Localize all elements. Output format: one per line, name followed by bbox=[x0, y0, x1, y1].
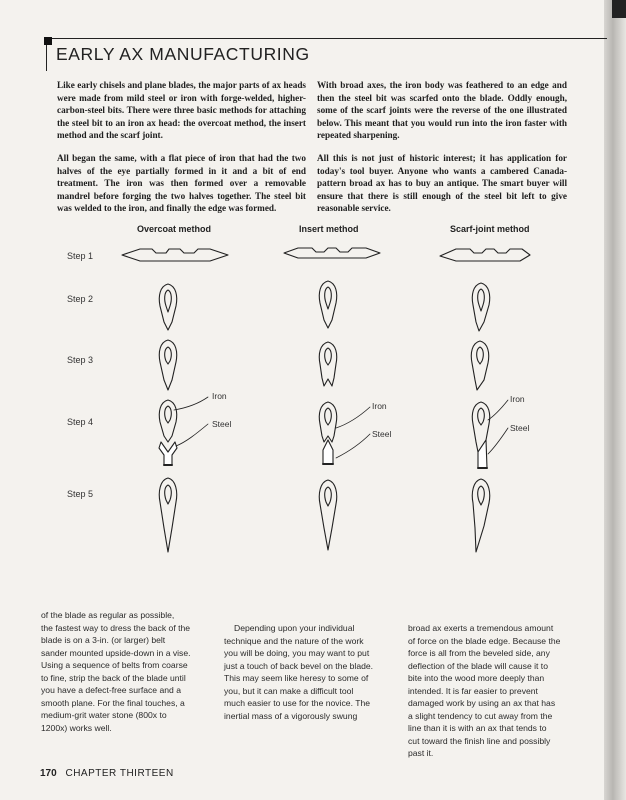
body-line: much easier to use for the novice. The bbox=[224, 698, 371, 708]
body-line: you have a defect-free surface and a bbox=[41, 685, 181, 695]
step-label-3: Step 3 bbox=[67, 355, 94, 365]
step-label-2: Step 2 bbox=[67, 294, 94, 304]
step-label-4: Step 4 bbox=[67, 417, 94, 427]
callout-steel-insert: Steel bbox=[372, 429, 392, 439]
page-title: EARLY AX MANUFACTURING bbox=[56, 44, 310, 64]
callout-steel-overcoat: Steel bbox=[212, 419, 232, 429]
step2-scarf bbox=[472, 283, 489, 331]
step1-overcoat-blank bbox=[122, 249, 228, 261]
column-heading-insert: Insert method bbox=[299, 224, 359, 234]
body-line: broad ax exerts a tremendous amount bbox=[408, 623, 554, 633]
step1-scarf-blank bbox=[440, 249, 530, 261]
body-line: the fastest way to dress the back of the bbox=[41, 622, 191, 633]
step2-insert bbox=[319, 281, 336, 328]
column-heading-scarf: Scarf-joint method bbox=[450, 224, 530, 234]
body-column-1 bbox=[41, 609, 191, 734]
body-line: damaged work by using an ax that has bbox=[408, 698, 556, 708]
body-line: you will be doing, you may want to put bbox=[224, 648, 370, 658]
body-line: medium-grit water stone (800x to bbox=[41, 710, 167, 720]
callout-iron-overcoat: Iron bbox=[212, 391, 227, 401]
body-column-3 bbox=[408, 622, 560, 760]
body-line: technique and the nature of the work bbox=[224, 635, 364, 646]
body-line: Using a sequence of belts from coarse bbox=[41, 660, 188, 670]
step-label-1: Step 1 bbox=[67, 251, 94, 261]
step3-insert bbox=[319, 342, 336, 386]
intro-left-paragraph-1: Like early chisels and plane blades, the major parts of ax heads were made from mild steel or iron with forge-welded, higher-carbon-steel bits. There were three basic methods for attaching the steel bit to an iron ax head: the overcoat method, the insert method and the scarf joint. bbox=[57, 80, 306, 141]
body-line: force is all from the beveled side, any bbox=[408, 648, 550, 658]
step3-overcoat bbox=[159, 340, 176, 390]
page-footer bbox=[40, 768, 174, 779]
step1-insert-blank bbox=[284, 248, 380, 258]
step3-scarf bbox=[471, 341, 488, 390]
body-column-2 bbox=[224, 622, 373, 722]
intro-left-paragraph-2: All began the same, with a flat piece of iron that had the two halves of the eye partially formed in it and a bit of end treatment. The iron was then formed over a removable mandrel before forging the two halves together. The steel bit was welded to the iron, and finally the edge was formed. bbox=[57, 152, 306, 214]
body-line: bite into the wood more deeply than bbox=[408, 673, 545, 683]
intro-right-paragraph-2: All this is not just of historic interest; it has application for today's tool buyer. Anyone who wants a cambered Canada-pattern broad ax has to buy an antique. The smart buyer will ensure that there is still enough of the steel bit left to give reasonable service. bbox=[317, 152, 567, 214]
intro-right-paragraph-1: With broad axes, the iron body was feathered to an edge and then the steel bit was scarfed onto the blade. Oddly enough, some of the scarf joints were the reverse of the one illustrated below. This meant that you would run into the iron faster with repeated sharpening. bbox=[317, 80, 567, 141]
callout-steel-scarf: Steel bbox=[510, 423, 530, 433]
body-line: a slight tendency to cut away from the bbox=[408, 710, 553, 721]
gutter-shadow bbox=[612, 0, 626, 18]
step5-insert bbox=[319, 480, 336, 550]
body-line: to fine, strip the back of the blade until bbox=[41, 672, 186, 683]
step4-insert bbox=[319, 402, 336, 464]
step-label-5: Step 5 bbox=[67, 489, 94, 499]
callout-leaders bbox=[174, 397, 508, 458]
body-line: deflection of the blade will cause it to bbox=[408, 660, 548, 671]
chapter-label: CHAPTER THIRTEEN bbox=[65, 768, 174, 779]
body-line: you, but it can make a difficult tool bbox=[224, 685, 354, 696]
body-line: blade is on a 3-in. (or larger) belt bbox=[41, 635, 166, 645]
body-line: sander mounted upside-down in a vise. bbox=[41, 647, 191, 658]
body-line: inertial mass of a vigorously swung bbox=[224, 710, 358, 721]
body-line: past it. bbox=[408, 748, 434, 758]
column-heading-overcoat: Overcoat method bbox=[137, 224, 212, 234]
step5-overcoat bbox=[159, 478, 176, 552]
body-line: 1200x) works well. bbox=[41, 722, 112, 733]
step4-scarf bbox=[472, 402, 489, 468]
body-line: just a touch of back bevel on the blade. bbox=[224, 660, 374, 671]
body-line: of force on the blade edge. Because the bbox=[408, 635, 561, 646]
body-line: of the blade as regular as possible, bbox=[41, 610, 175, 620]
callout-iron-insert: Iron bbox=[372, 401, 387, 411]
body-line: smooth plane. For the final touches, a bbox=[41, 697, 185, 708]
body-line: This may seem like heresy to some of bbox=[224, 673, 369, 683]
step2-overcoat bbox=[159, 284, 176, 330]
page-gutter bbox=[604, 0, 626, 800]
body-line: intended. It is far easier to prevent bbox=[408, 685, 538, 696]
page-number: 170 bbox=[40, 768, 57, 779]
body-line: line than it is with an ax that tends to bbox=[408, 723, 547, 733]
body-line: Depending upon your individual bbox=[234, 623, 355, 633]
callout-iron-scarf: Iron bbox=[510, 394, 525, 404]
body-line: cut toward the finish line and possibly bbox=[408, 735, 551, 746]
step5-scarf bbox=[472, 479, 489, 552]
